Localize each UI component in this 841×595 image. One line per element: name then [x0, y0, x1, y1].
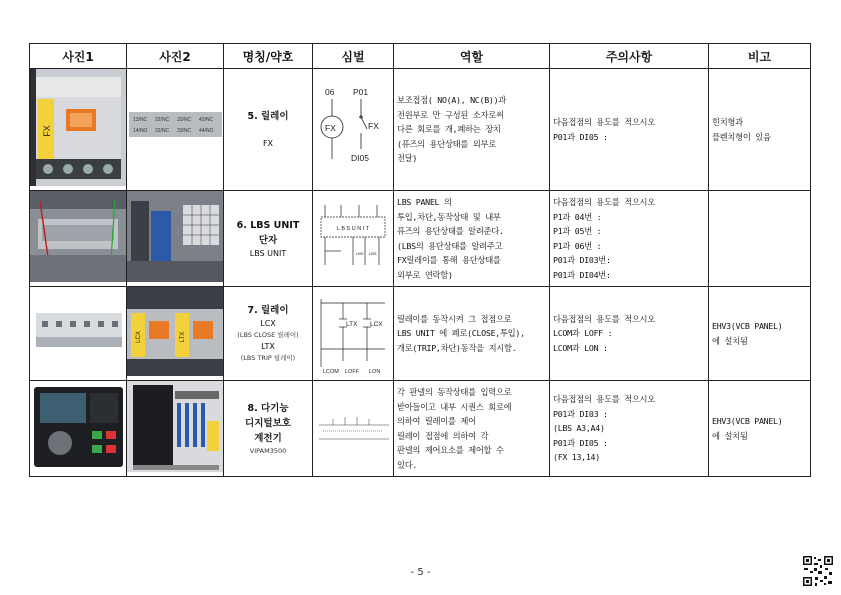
- relay-contact-symbol: [313, 287, 394, 381]
- name-cell: 5. 릴레이 FX: [224, 69, 313, 191]
- protection-relay-photo-1: [30, 381, 127, 477]
- header-symbol: 심벌: [313, 44, 394, 69]
- note-cell: 힌치형과 플렌치형이 있음: [709, 69, 811, 191]
- header-photo2: 사진2: [127, 44, 224, 69]
- qr-code-icon: [802, 555, 834, 587]
- svg-text:LCX: LCX: [136, 331, 142, 343]
- svg-text:43/NC: 43/NC: [199, 117, 214, 123]
- header-note: 비고: [709, 44, 811, 69]
- terminal-label-photo-1: [127, 69, 224, 191]
- svg-text:FX: FX: [368, 121, 379, 131]
- svg-text:LOFF: LOFF: [345, 369, 360, 375]
- svg-text:L B S U N I T: L B S U N I T: [336, 226, 370, 232]
- table-row: [30, 69, 811, 191]
- name-cell: 6. LBS UNIT 단자 LBS UNIT: [224, 191, 313, 287]
- note-cell: EHV3(VCB PANEL) 에 설치됨: [709, 381, 811, 477]
- svg-text:14/NO: 14/NO: [133, 128, 148, 134]
- role-cell: 릴레이를 동작시켜 그 접점으로 LBS UNIT 에 폐로(CLOSE,투입), 개로(TRIP,차단)동작을 지시함.: [394, 287, 550, 381]
- svg-text:33/NC: 33/NC: [177, 117, 192, 123]
- name-cell: 7. 릴레이 LCX (LBS CLOSE 릴레이) LTX (LBS TRIP 릴레이): [224, 287, 313, 381]
- svg-text:FX: FX: [325, 123, 336, 133]
- caution-cell: 다음접점의 용도를 적으시오 LCOM과 LOFF : LCOM과 LON :: [550, 287, 709, 381]
- svg-text:44/NO: 44/NO: [199, 128, 214, 134]
- lbs-unit-photo-2: [127, 191, 224, 287]
- caution-cell: 다음접점의 용도를 적으시오 P01과 DI03 : (LBS A3,A4) P01과 DI05 : (FX 13,14): [550, 381, 709, 477]
- svg-text:22/NC: 22/NC: [155, 128, 170, 134]
- protection-relay-symbol: [313, 381, 394, 477]
- header-photo1: 사진1: [30, 44, 127, 69]
- svg-text:LTX: LTX: [346, 321, 358, 328]
- svg-text:13/NC: 13/NC: [133, 117, 148, 123]
- svg-text:LCOM: LCOM: [323, 369, 339, 375]
- relay-photo-3a: [30, 287, 127, 381]
- relay-photo-1: [30, 69, 127, 191]
- header-name: 명칭/약호: [224, 44, 313, 69]
- table-row: [30, 191, 811, 287]
- svg-text:P01: P01: [353, 87, 369, 97]
- svg-text:06: 06: [325, 87, 335, 97]
- header-role: 역할: [394, 44, 550, 69]
- page-number: - 5 -: [410, 567, 431, 578]
- svg-text:LBS: LBS: [356, 251, 364, 256]
- note-cell: [709, 191, 811, 287]
- svg-text:DI05: DI05: [351, 153, 369, 163]
- role-cell: 보조접점( NO(A), NC(B))과 전원부로 만 구성된 소자로써 다른 회로를 개,폐하는 장치 (퓨즈의 용단상태를 외부로 전달): [394, 69, 550, 191]
- photo1-fx-label: FX: [42, 125, 52, 137]
- protection-relay-photo-2: [127, 381, 224, 477]
- svg-text:22/NC: 22/NC: [155, 117, 170, 123]
- table-row: [30, 287, 811, 381]
- svg-text:LTX: LTX: [180, 331, 186, 343]
- caution-cell: 다음접점의 용도를 적으시오 P1과 04번 : P1과 05번 : P1과 06번 : P01과 DI03번: P01과 DI04번:: [550, 191, 709, 287]
- relay-symbol: [313, 69, 394, 191]
- lbs-unit-photo-1: [30, 191, 127, 287]
- header-row: [30, 44, 811, 69]
- svg-text:33/NC: 33/NC: [177, 128, 192, 134]
- svg-text:LCX: LCX: [370, 321, 383, 328]
- lbs-unit-symbol: [313, 191, 394, 287]
- component-table: [29, 43, 811, 477]
- name-cell: 8. 다기능 디지털보호 계전기 VIPAM3500: [224, 381, 313, 477]
- svg-text:LBS: LBS: [369, 251, 377, 256]
- table-row: [30, 381, 811, 477]
- relay-photo-3b: [127, 287, 224, 381]
- note-cell: EHV3(VCB PANEL) 에 설치됨: [709, 287, 811, 381]
- role-cell: 각 판넬의 동작상태를 입력으로 받아들이고 내부 시퀀스 회로에 의하여 릴레이를 제어 릴레이 접점에 의하여 각 판넬의 제어요소를 제어할 수 있다.: [394, 381, 550, 477]
- svg-text:LON: LON: [369, 369, 381, 375]
- caution-cell: 다음접점의 용도를 적으시오 P01과 DI05 :: [550, 69, 709, 191]
- header-caution: 주의사항: [550, 44, 709, 69]
- role-cell: LBS PANEL 의 투입,차단,동작상태 및 내부 퓨즈의 용단상태를 알려준다. (LBS의 용단상태를 알려주고 FX릴레이를 통해 용단상태를 외부로 연락함): [394, 191, 550, 287]
